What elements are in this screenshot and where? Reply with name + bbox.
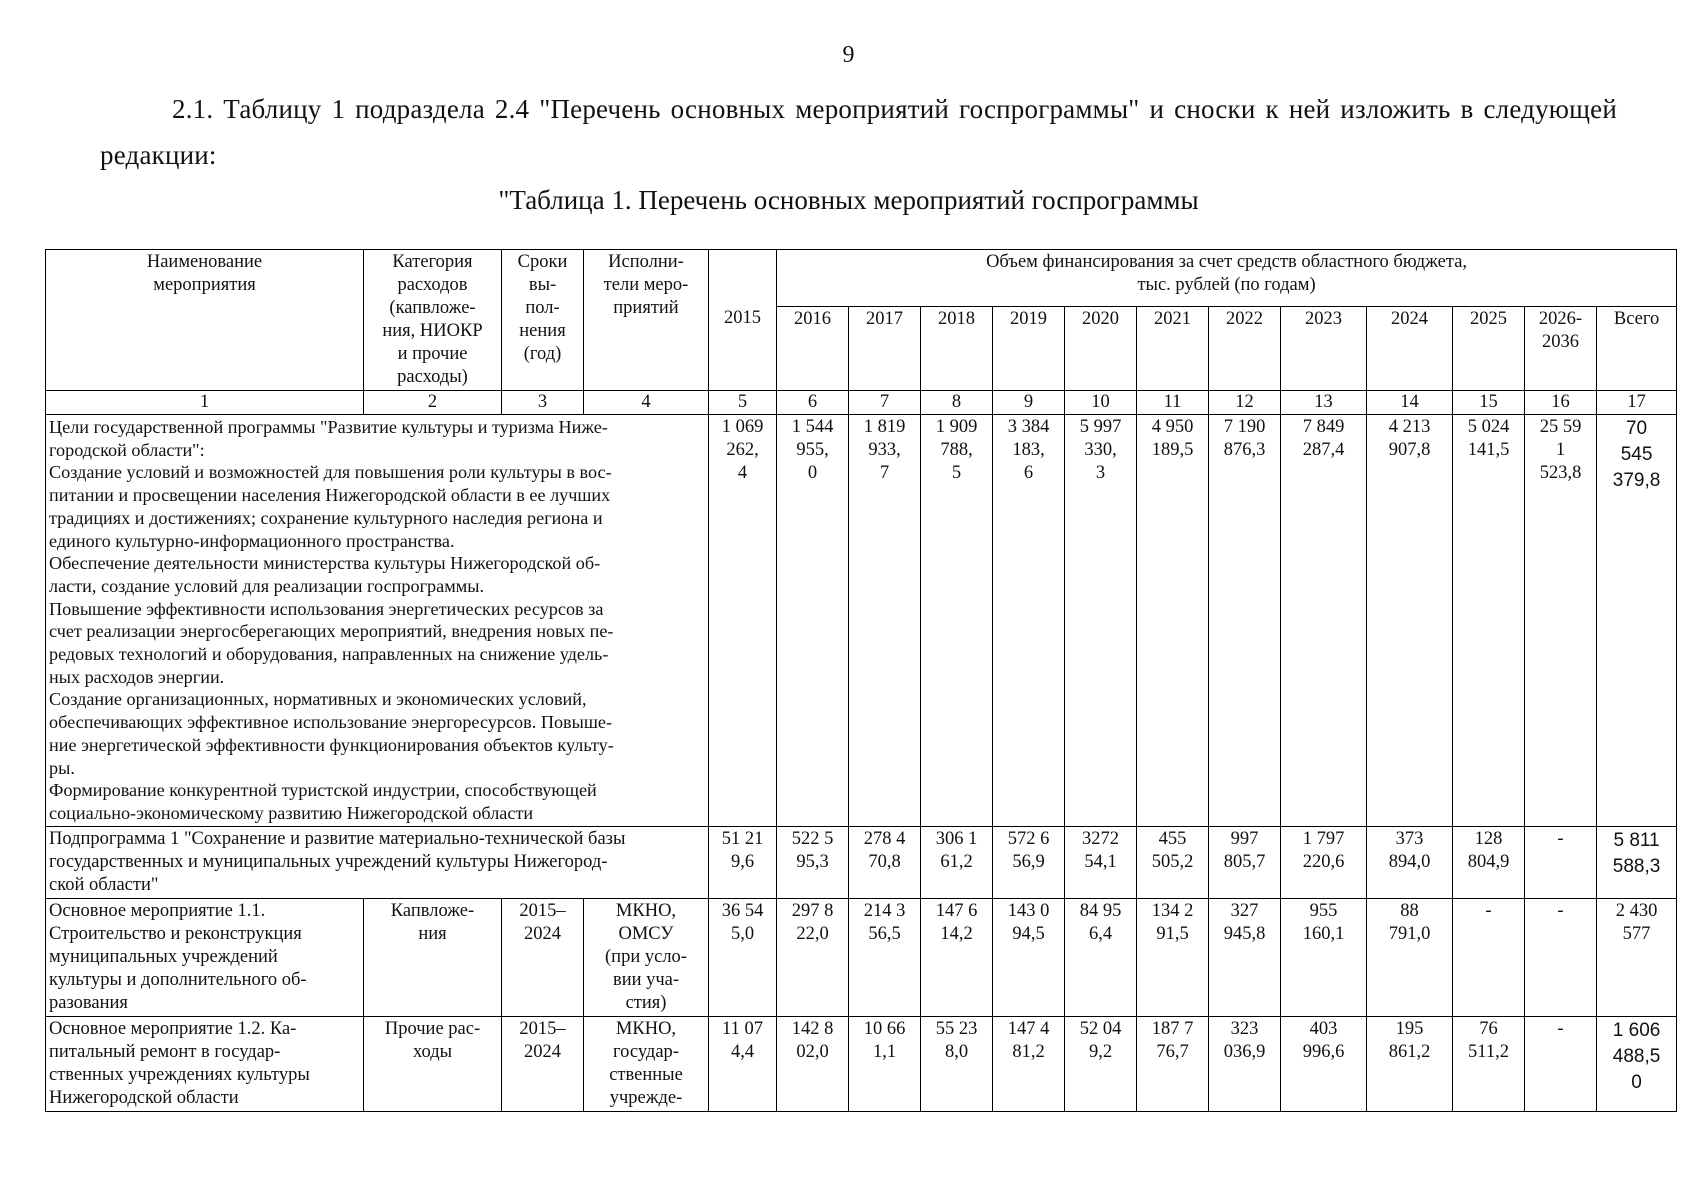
value-cell: 187 7 76,7 <box>1137 1016 1209 1111</box>
header-executors: Исполни- тели меро- приятий <box>584 250 709 391</box>
value-cell: 134 2 91,5 <box>1137 898 1209 1016</box>
value-cell: 7 849 287,4 <box>1281 415 1367 827</box>
value-cell: 11 07 4,4 <box>709 1016 777 1111</box>
header-year-2026-2036: 2026- 2036 <box>1525 306 1597 391</box>
value-cell: 572 6 56,9 <box>993 826 1065 898</box>
value-cell: 25 59 1 523,8 <box>1525 415 1597 827</box>
total-cell: 5 811 588,3 <box>1597 826 1677 898</box>
total-cell: 70 545 379,8 <box>1597 415 1677 827</box>
column-number: 1 <box>46 391 364 415</box>
value-cell: 1 544 955, 0 <box>777 415 849 827</box>
header-term: Сроки вы- пол- нения (год) <box>502 250 584 391</box>
measure-1-1-executors: МКНО, ОМСУ (при усло- вии уча- стия) <box>584 898 709 1016</box>
value-cell: 5 997 330, 3 <box>1065 415 1137 827</box>
header-year-2022: 2022 <box>1209 306 1281 391</box>
value-cell: 3 384 183, 6 <box>993 415 1065 827</box>
header-year-2015: 2015 <box>709 306 777 391</box>
value-cell: - <box>1525 898 1597 1016</box>
value-cell: 323 036,9 <box>1209 1016 1281 1111</box>
header-year-2019: 2019 <box>993 306 1065 391</box>
column-number-row <box>46 391 1677 415</box>
column-number: 2 <box>364 391 502 415</box>
header-year-2023: 2023 <box>1281 306 1367 391</box>
header-year-2025: 2025 <box>1453 306 1525 391</box>
value-cell: 147 4 81,2 <box>993 1016 1065 1111</box>
header-row-1 <box>46 250 1677 307</box>
value-cell: 297 8 22,0 <box>777 898 849 1016</box>
measure-1-1-category: Капвложе- ния <box>364 898 502 1016</box>
table-row-measure-1-2 <box>46 1016 1677 1111</box>
value-cell: 84 95 6,4 <box>1065 898 1137 1016</box>
header-total: Всего <box>1597 306 1677 391</box>
value-cell: 455 505,2 <box>1137 826 1209 898</box>
value-cell: 195 861,2 <box>1367 1016 1453 1111</box>
value-cell: - <box>1453 898 1525 1016</box>
intro-paragraph: 2.1. Таблицу 1 подраздела 2.4 "Перечень основных мероприятий госпрограммы" и сноски к ней изложить в следующей редакции: <box>100 94 1617 170</box>
header-year-2020: 2020 <box>1065 306 1137 391</box>
program-goals-text: Цели государственной программы "Развитие культуры и туризма Ниже- городской области": Создание условий и возможностей для повышения роли культуры в вос- питании и просвещении населения Нижегородской области в ее лучших традициях и достижениях; сохранение культурного наследия региона и единого культурно-информационного пространства. Обеспечение деятельности министерства культуры Нижегородской об- ласти, создание условий для реализации госпрограммы. Повышение эффективности использования энергетических ресурсов за счет реализации энергосберегающих мероприятий, внедрения новых пе- редовых технологий и оборудования, направленных на снижение удель- ных расходов энергии. Создание организационных, нормативных и экономических условий, обеспечивающих эффективное использование энергоресурсов. Повыше- ние энергетической эффективности функционирования объектов культу- ры. Формирование конкурентной туристской индустрии, способствующей социально-экономическому развитию Нижегородской области <box>46 415 709 827</box>
header-year-2024: 2024 <box>1367 306 1453 391</box>
column-number: 13 <box>1281 391 1367 415</box>
value-cell: 403 996,6 <box>1281 1016 1367 1111</box>
value-cell: 1 797 220,6 <box>1281 826 1367 898</box>
value-cell: 4 213 907,8 <box>1367 415 1453 827</box>
subprogram-1-title: Подпрограмма 1 "Сохранение и развитие материально-технической базы государственных и муниципальных учреждений культуры Нижегород- ской области" <box>46 826 709 898</box>
measure-1-2-term: 2015– 2024 <box>502 1016 584 1111</box>
value-cell: 955 160,1 <box>1281 898 1367 1016</box>
value-cell: 147 6 14,2 <box>921 898 993 1016</box>
measure-1-1-term: 2015– 2024 <box>502 898 584 1016</box>
value-cell: 143 0 94,5 <box>993 898 1065 1016</box>
header-category: Категория расходов (капвложе- ния, НИОКР и прочие расходы) <box>364 250 502 391</box>
value-cell: 5 024 141,5 <box>1453 415 1525 827</box>
header-blank <box>709 250 777 307</box>
column-number: 3 <box>502 391 584 415</box>
header-year-2018: 2018 <box>921 306 993 391</box>
column-number: 17 <box>1597 391 1677 415</box>
column-number: 7 <box>849 391 921 415</box>
total-cell: 1 606 488,5 0 <box>1597 1016 1677 1111</box>
header-funding: Объем финансирования за счет средств областного бюджета, тыс. рублей (по годам) <box>777 250 1677 307</box>
measure-1-2-category: Прочие рас- ходы <box>364 1016 502 1111</box>
column-number: 4 <box>584 391 709 415</box>
page-number: 9 <box>842 42 855 68</box>
value-cell: 997 805,7 <box>1209 826 1281 898</box>
value-cell: 1 819 933, 7 <box>849 415 921 827</box>
column-number: 16 <box>1525 391 1597 415</box>
value-cell: 1 069 262, 4 <box>709 415 777 827</box>
header-name: Наименование мероприятия <box>46 250 364 391</box>
table-row-program-goals <box>46 415 1677 827</box>
value-cell: 1 909 788, 5 <box>921 415 993 827</box>
value-cell: 76 511,2 <box>1453 1016 1525 1111</box>
value-cell: 327 945,8 <box>1209 898 1281 1016</box>
value-cell: 128 804,9 <box>1453 826 1525 898</box>
value-cell: 10 66 1,1 <box>849 1016 921 1111</box>
value-cell: 214 3 56,5 <box>849 898 921 1016</box>
value-cell: 88 791,0 <box>1367 898 1453 1016</box>
column-number: 5 <box>709 391 777 415</box>
column-number: 9 <box>993 391 1065 415</box>
column-number: 8 <box>921 391 993 415</box>
value-cell: 278 4 70,8 <box>849 826 921 898</box>
value-cell: 3272 54,1 <box>1065 826 1137 898</box>
column-number: 11 <box>1137 391 1209 415</box>
value-cell: - <box>1525 1016 1597 1111</box>
column-number: 12 <box>1209 391 1281 415</box>
column-number: 15 <box>1453 391 1525 415</box>
header-year-2021: 2021 <box>1137 306 1209 391</box>
measures-table <box>45 249 1677 1112</box>
value-cell: 36 54 5,0 <box>709 898 777 1016</box>
value-cell: - <box>1525 826 1597 898</box>
table-title: "Таблица 1. Перечень основных мероприятий госпрограммы <box>498 185 1199 215</box>
measure-1-2-executors: МКНО, государ- ственные учрежде- <box>584 1016 709 1111</box>
value-cell: 7 190 876,3 <box>1209 415 1281 827</box>
column-number: 10 <box>1065 391 1137 415</box>
header-year-2017: 2017 <box>849 306 921 391</box>
value-cell: 55 23 8,0 <box>921 1016 993 1111</box>
value-cell: 522 5 95,3 <box>777 826 849 898</box>
value-cell: 52 04 9,2 <box>1065 1016 1137 1111</box>
column-number: 14 <box>1367 391 1453 415</box>
value-cell: 4 950 189,5 <box>1137 415 1209 827</box>
measure-1-2-name: Основное мероприятие 1.2. Ка- питальный ремонт в государ- ственных учреждениях культуры Нижегородской области <box>46 1016 364 1111</box>
column-number: 6 <box>777 391 849 415</box>
header-year-2016: 2016 <box>777 306 849 391</box>
measure-1-1-name: Основное мероприятие 1.1. Строительство и реконструкция муниципальных учреждений культуры и дополнительного об- разования <box>46 898 364 1016</box>
value-cell: 306 1 61,2 <box>921 826 993 898</box>
value-cell: 51 21 9,6 <box>709 826 777 898</box>
total-cell: 2 430 577 <box>1597 898 1677 1016</box>
value-cell: 373 894,0 <box>1367 826 1453 898</box>
table-row-subprogram-1 <box>46 826 1677 898</box>
value-cell: 142 8 02,0 <box>777 1016 849 1111</box>
table-row-measure-1-1 <box>46 898 1677 1016</box>
